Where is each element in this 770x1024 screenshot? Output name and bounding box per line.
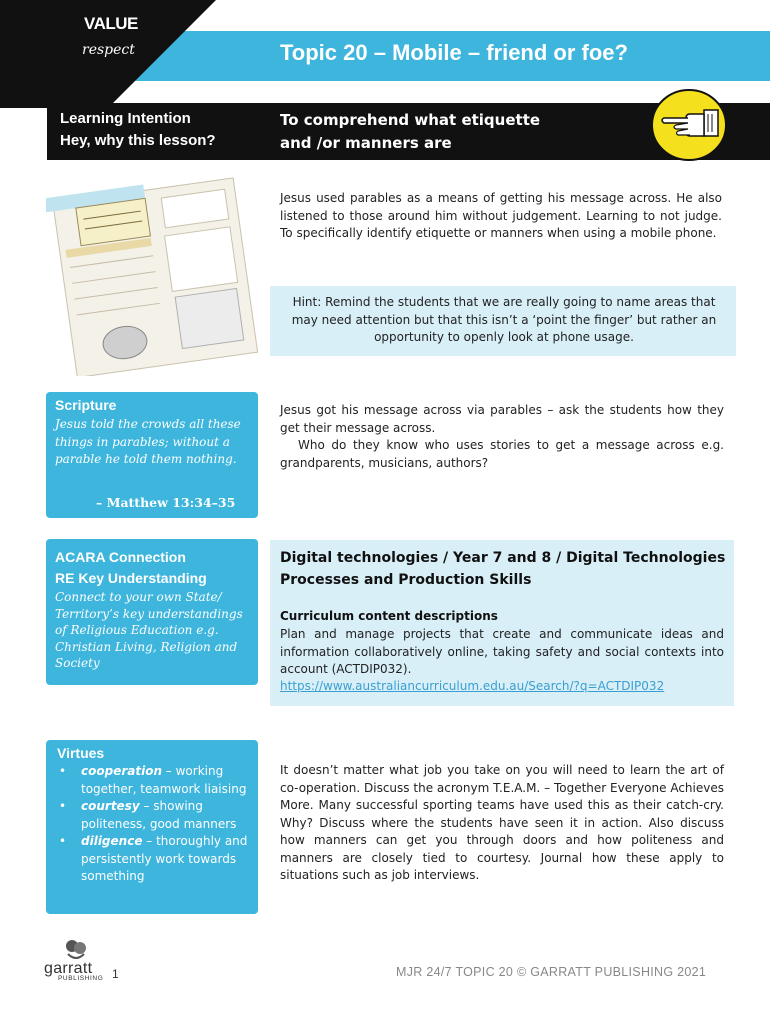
bullet-icon: •	[59, 834, 67, 848]
bullet-icon: •	[59, 764, 67, 778]
virtue-term: cooperation	[81, 764, 162, 778]
worksheet-thumbnail	[46, 176, 260, 376]
value-word: respect	[82, 42, 135, 58]
learning-intention-line2: Hey, why this lesson?	[60, 132, 216, 149]
acara-heading	[55, 547, 207, 589]
bullet-icon: •	[59, 799, 67, 813]
logo-subtitle: PUBLISHING	[58, 975, 104, 982]
list-item	[57, 798, 253, 833]
virtue-term: diligence	[81, 834, 143, 848]
scripture-quote: Jesus told the crowds all these things in parables; without a parable he told them nothing.	[55, 417, 241, 466]
curriculum-description: Plan and manage projects that create and communicate ideas and information collaboratively online, taking safety and social contexts into account (ACTDIP032).	[280, 627, 724, 676]
parables-paragraph	[280, 402, 724, 472]
lesson-purpose-paragraph: Jesus used parables as a means of getting his message across. He also listened to those around him without judgement. Learning to not judge. To specifically identify etiquette or manners when using a mobile phone.	[280, 191, 722, 240]
scripture-reference: – Matthew 13:34–35	[96, 495, 236, 510]
digital-technologies-heading: Digital technologies / Year 7 and 8 / Digital Technologies Processes and Production Skills	[280, 550, 726, 588]
virtues-heading: Virtues	[57, 745, 105, 761]
virtue-description: – working together, teamwork liaising	[81, 764, 247, 796]
parables-line2: Who do they know who uses stories to get a message across e.g. grandparents, musicians, authors?	[280, 438, 724, 470]
scripture-heading: Scripture	[55, 397, 117, 413]
learning-intention-text-line1: To comprehend what etiquette	[280, 111, 541, 129]
learning-intention-line1: Learning Intention	[60, 110, 191, 127]
curriculum-heading: Curriculum content descriptions	[280, 609, 498, 623]
footer-copyright: MJR 24/7 TOPIC 20 © GARRATT PUBLISHING 2021	[396, 965, 707, 979]
acara-heading-line1: ACARA Connection	[55, 549, 186, 565]
list-item	[57, 763, 253, 798]
acara-heading-line2: RE Key Understanding	[55, 570, 207, 586]
virtue-description: – thoroughly and persistently work towards something	[81, 834, 248, 883]
page-title: Topic 20 – Mobile – friend or foe?	[280, 40, 628, 65]
pointing-hand-icon	[650, 88, 728, 162]
learning-intention-text	[280, 109, 640, 155]
parables-line1: Jesus got his message across via parables – ask the students how they get their message across.	[280, 403, 724, 435]
curriculum-link[interactable]: https://www.australiancurriculum.edu.au/Search/?q=ACTDIP032	[280, 679, 665, 693]
list-item	[57, 833, 253, 886]
virtues-list	[57, 763, 253, 886]
teamwork-paragraph: It doesn’t matter what job you take on you will need to learn the art of co-operation. Discuss the acronym T.E.A.M. – Together Everyone Achieves More. Many successful sporting teams have used this as their catch-cry. Why? Discuss where the students have seen it in action. Also discuss how manners can get you through doors and how politeness and manners are closely tied to courtesy. Journal how these apply to situations such as job interviews.	[280, 763, 724, 882]
hint-text: Hint: Remind the students that we are really going to name areas that may need attention but that this isn’t a ‘point the finger’ but rather an opportunity to openly look at phone usage.	[291, 295, 717, 344]
virtue-description: – showing politeness, good manners	[81, 799, 237, 831]
learning-intention-text-line2: and /or manners are	[280, 134, 452, 152]
value-label: VALUE	[84, 14, 138, 33]
virtue-term: courtesy	[81, 799, 140, 813]
logo-wordmark: garratt	[44, 960, 93, 977]
learning-intention-label	[60, 108, 216, 152]
page-number: 1	[112, 967, 119, 981]
acara-text: Connect to your own State/ Territory’s key understandings of Religious Education e.g. Christian Living, Religion and Society	[55, 590, 243, 670]
